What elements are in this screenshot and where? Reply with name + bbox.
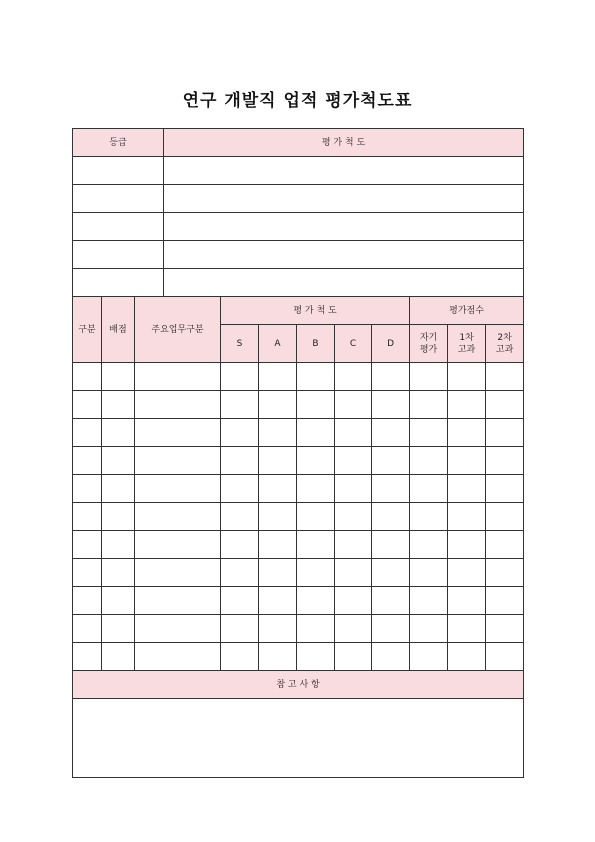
second-review-cell[interactable] [486, 503, 524, 531]
scale-d-cell[interactable] [372, 391, 410, 419]
second-review-cell[interactable] [486, 531, 524, 559]
category-cell[interactable] [73, 559, 102, 587]
points-cell[interactable] [102, 447, 135, 475]
first-review-cell[interactable] [448, 447, 486, 475]
first-review-header: 1차 고과 [448, 325, 486, 363]
first-review-cell[interactable] [448, 475, 486, 503]
scale-s-cell[interactable] [221, 447, 259, 475]
category-cell[interactable] [73, 643, 102, 671]
scale-d-cell[interactable] [372, 615, 410, 643]
main-task-cell[interactable] [135, 587, 221, 615]
scale-c-cell[interactable] [335, 475, 372, 503]
self-eval-header: 자기 평가 [410, 325, 448, 363]
grade-cell[interactable] [73, 241, 164, 269]
grade-cell[interactable] [73, 157, 164, 185]
evaluation-table [72, 296, 524, 778]
scale-b-cell[interactable] [297, 503, 335, 531]
points-cell[interactable] [102, 419, 135, 447]
self-eval-cell[interactable] [410, 475, 448, 503]
notes-body[interactable] [73, 699, 524, 778]
evaluation-row [73, 363, 524, 391]
grade-cell[interactable] [73, 213, 164, 241]
evaluation-row [73, 587, 524, 615]
scale-d-cell[interactable] [372, 419, 410, 447]
main-task-cell[interactable] [135, 615, 221, 643]
scale-s-cell[interactable] [221, 615, 259, 643]
evaluation-row [73, 643, 524, 671]
evaluation-row [73, 531, 524, 559]
category-cell[interactable] [73, 503, 102, 531]
points-cell[interactable] [102, 643, 135, 671]
category-cell[interactable] [73, 587, 102, 615]
grade-row [73, 185, 524, 213]
self-eval-cell[interactable] [410, 615, 448, 643]
scale-b-cell[interactable] [297, 419, 335, 447]
main-task-cell[interactable] [135, 503, 221, 531]
points-cell[interactable] [102, 503, 135, 531]
scale-a-cell[interactable] [259, 643, 297, 671]
evaluation-row [73, 615, 524, 643]
first-review-cell[interactable] [448, 419, 486, 447]
main-task-cell[interactable] [135, 531, 221, 559]
first-review-cell[interactable] [448, 559, 486, 587]
scale-s-cell[interactable] [221, 391, 259, 419]
main-tasks-header: 주요업무구분 [135, 297, 221, 363]
main-task-cell[interactable] [135, 391, 221, 419]
scale-d-cell[interactable] [372, 447, 410, 475]
scale-c-cell[interactable] [335, 419, 372, 447]
points-cell[interactable] [102, 475, 135, 503]
first-review-cell[interactable] [448, 615, 486, 643]
category-cell[interactable] [73, 531, 102, 559]
category-cell[interactable] [73, 447, 102, 475]
points-cell[interactable] [102, 363, 135, 391]
scale-b-cell[interactable] [297, 643, 335, 671]
self-eval-cell[interactable] [410, 587, 448, 615]
scale-c-cell[interactable] [335, 531, 372, 559]
scale-c-cell[interactable] [335, 503, 372, 531]
scale-d-cell[interactable] [372, 531, 410, 559]
scale-d-cell[interactable] [372, 503, 410, 531]
scale-header: 평 가 척 도 [221, 297, 410, 325]
scale-c-cell[interactable] [335, 643, 372, 671]
scale-a-cell[interactable] [259, 587, 297, 615]
first-review-cell[interactable] [448, 531, 486, 559]
points-header: 배점 [102, 297, 135, 363]
scale-b-cell[interactable] [297, 587, 335, 615]
evaluation-row [73, 503, 524, 531]
grade-table [72, 128, 524, 297]
first-review-cell[interactable] [448, 503, 486, 531]
self-eval-cell[interactable] [410, 447, 448, 475]
scale-level-b: B [297, 325, 335, 363]
main-task-cell[interactable] [135, 363, 221, 391]
second-review-cell[interactable] [486, 363, 524, 391]
scale-s-cell[interactable] [221, 587, 259, 615]
notes-header: 참 고 사 항 [73, 671, 524, 699]
scale-level-a: A [259, 325, 297, 363]
self-eval-cell[interactable] [410, 363, 448, 391]
main-task-cell[interactable] [135, 419, 221, 447]
evaluation-row [73, 391, 524, 419]
scale-c-cell[interactable] [335, 587, 372, 615]
first-review-cell[interactable] [448, 587, 486, 615]
grade-cell[interactable] [73, 185, 164, 213]
scale-a-cell[interactable] [259, 615, 297, 643]
scale-d-cell[interactable] [372, 587, 410, 615]
category-cell[interactable] [73, 475, 102, 503]
points-cell[interactable] [102, 391, 135, 419]
scale-c-cell[interactable] [335, 447, 372, 475]
grade-scale-cell[interactable] [164, 241, 524, 269]
scale-b-cell[interactable] [297, 615, 335, 643]
scale-c-cell[interactable] [335, 363, 372, 391]
scale-s-cell[interactable] [221, 419, 259, 447]
scale-level-c: C [335, 325, 372, 363]
grade-cell[interactable] [73, 269, 164, 297]
grade-scale-cell[interactable] [164, 157, 524, 185]
self-eval-cell[interactable] [410, 391, 448, 419]
grade-row [73, 269, 524, 297]
scale-a-cell[interactable] [259, 419, 297, 447]
scale-level-s: S [221, 325, 259, 363]
scale-b-cell[interactable] [297, 475, 335, 503]
main-task-cell[interactable] [135, 475, 221, 503]
scale-s-cell[interactable] [221, 475, 259, 503]
grade-scale-header: 평 가 척 도 [164, 129, 524, 157]
scale-a-cell[interactable] [259, 391, 297, 419]
points-cell[interactable] [102, 587, 135, 615]
scale-d-cell[interactable] [372, 475, 410, 503]
grade-scale-cell[interactable] [164, 185, 524, 213]
scale-s-cell[interactable] [221, 643, 259, 671]
evaluation-row [73, 559, 524, 587]
second-review-cell[interactable] [486, 391, 524, 419]
scale-a-cell[interactable] [259, 447, 297, 475]
category-header: 구분 [73, 297, 102, 363]
scale-s-cell[interactable] [221, 363, 259, 391]
second-review-cell[interactable] [486, 643, 524, 671]
scale-a-cell[interactable] [259, 559, 297, 587]
points-cell[interactable] [102, 615, 135, 643]
grade-scale-cell[interactable] [164, 213, 524, 241]
points-cell[interactable] [102, 559, 135, 587]
second-review-cell[interactable] [486, 447, 524, 475]
grade-scale-cell[interactable] [164, 269, 524, 297]
scale-s-cell[interactable] [221, 531, 259, 559]
first-review-cell[interactable] [448, 363, 486, 391]
scale-a-cell[interactable] [259, 363, 297, 391]
second-review-cell[interactable] [486, 475, 524, 503]
category-cell[interactable] [73, 615, 102, 643]
category-cell[interactable] [73, 391, 102, 419]
scale-level-d: D [372, 325, 410, 363]
grade-header: 등급 [73, 129, 164, 157]
category-cell[interactable] [73, 363, 102, 391]
grade-row [73, 241, 524, 269]
scale-b-cell[interactable] [297, 391, 335, 419]
grade-row [73, 213, 524, 241]
first-review-cell[interactable] [448, 643, 486, 671]
page-title: 연구 개발직 업적 평가척도표 [182, 91, 413, 111]
score-header: 평가점수 [410, 297, 524, 325]
evaluation-row [73, 475, 524, 503]
second-review-header: 2차 고과 [486, 325, 524, 363]
scale-a-cell[interactable] [259, 503, 297, 531]
first-review-cell[interactable] [448, 391, 486, 419]
second-review-cell[interactable] [486, 587, 524, 615]
self-eval-cell[interactable] [410, 419, 448, 447]
main-task-cell[interactable] [135, 643, 221, 671]
scale-a-cell[interactable] [259, 475, 297, 503]
second-review-cell[interactable] [486, 559, 524, 587]
scale-d-cell[interactable] [372, 559, 410, 587]
second-review-cell[interactable] [486, 419, 524, 447]
scale-d-cell[interactable] [372, 643, 410, 671]
scale-s-cell[interactable] [221, 559, 259, 587]
self-eval-cell[interactable] [410, 559, 448, 587]
second-review-cell[interactable] [486, 615, 524, 643]
points-cell[interactable] [102, 531, 135, 559]
scale-c-cell[interactable] [335, 615, 372, 643]
scale-b-cell[interactable] [297, 531, 335, 559]
self-eval-cell[interactable] [410, 643, 448, 671]
evaluation-row [73, 419, 524, 447]
self-eval-cell[interactable] [410, 503, 448, 531]
category-cell[interactable] [73, 419, 102, 447]
scale-b-cell[interactable] [297, 447, 335, 475]
grade-row [73, 157, 524, 185]
self-eval-cell[interactable] [410, 531, 448, 559]
scale-b-cell[interactable] [297, 363, 335, 391]
main-task-cell[interactable] [135, 559, 221, 587]
main-task-cell[interactable] [135, 447, 221, 475]
scale-s-cell[interactable] [221, 503, 259, 531]
scale-c-cell[interactable] [335, 391, 372, 419]
scale-d-cell[interactable] [372, 363, 410, 391]
scale-b-cell[interactable] [297, 559, 335, 587]
scale-c-cell[interactable] [335, 559, 372, 587]
evaluation-row [73, 447, 524, 475]
scale-a-cell[interactable] [259, 531, 297, 559]
